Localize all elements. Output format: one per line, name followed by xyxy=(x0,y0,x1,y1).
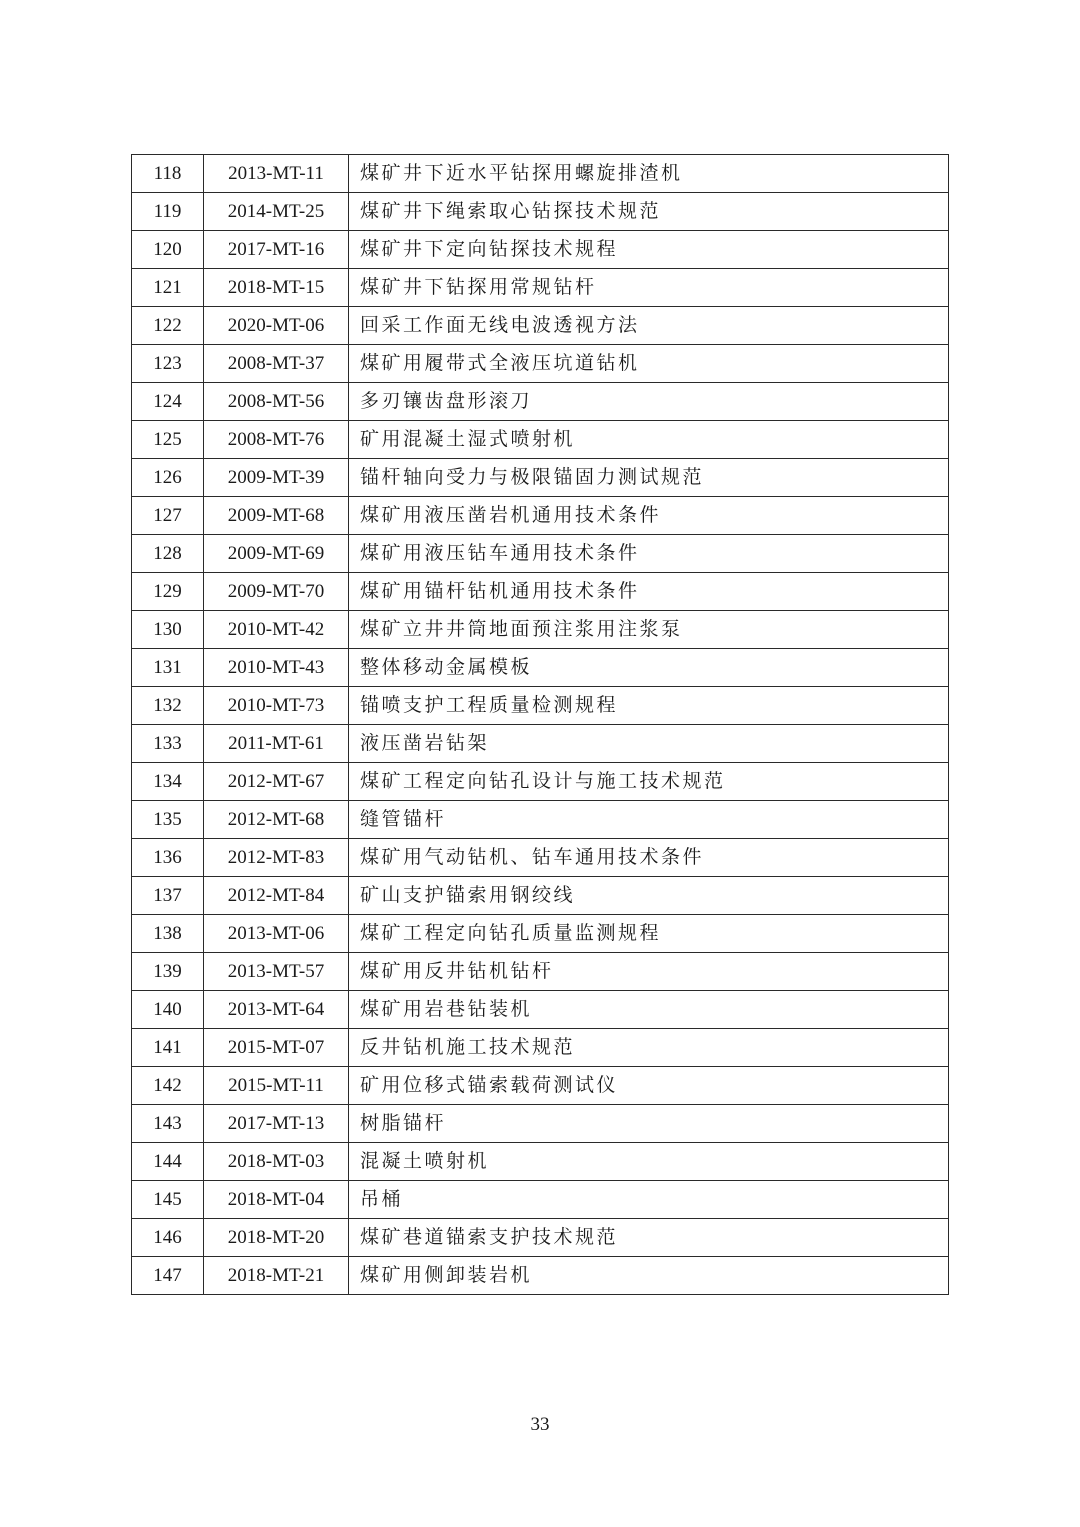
table-row xyxy=(132,1029,949,1067)
row-number-cell: 137 xyxy=(132,877,204,915)
table-row xyxy=(132,1181,949,1219)
standard-name-cell: 回采工作面无线电波透视方法 xyxy=(349,307,949,345)
standard-code-cell: 2012-MT-68 xyxy=(204,801,349,839)
standard-name-cell: 煤矿工程定向钻孔质量监测规程 xyxy=(349,915,949,953)
standard-name-cell: 液压凿岩钻架 xyxy=(349,725,949,763)
page-number: 33 xyxy=(530,1414,550,1435)
table-row xyxy=(132,687,949,725)
table-row xyxy=(132,1143,949,1181)
standard-code-cell: 2018-MT-04 xyxy=(204,1181,349,1219)
row-number-cell: 142 xyxy=(132,1067,204,1105)
row-number-cell: 141 xyxy=(132,1029,204,1067)
standard-code-cell: 2009-MT-69 xyxy=(204,535,349,573)
standard-name-cell: 煤矿井下绳索取心钻探技术规范 xyxy=(349,193,949,231)
row-number-cell: 144 xyxy=(132,1143,204,1181)
row-number-cell: 129 xyxy=(132,573,204,611)
table-row xyxy=(132,231,949,269)
standard-name-cell: 煤矿工程定向钻孔设计与施工技术规范 xyxy=(349,763,949,801)
standard-code-cell: 2010-MT-73 xyxy=(204,687,349,725)
row-number-cell: 124 xyxy=(132,383,204,421)
standard-code-cell: 2020-MT-06 xyxy=(204,307,349,345)
standard-name-cell: 煤矿用履带式全液压坑道钻机 xyxy=(349,345,949,383)
standard-name-cell: 煤矿用反井钻机钻杆 xyxy=(349,953,949,991)
standard-name-cell: 锚杆轴向受力与极限锚固力测试规范 xyxy=(349,459,949,497)
standard-code-cell: 2013-MT-57 xyxy=(204,953,349,991)
standard-name-cell: 煤矿用液压钻车通用技术条件 xyxy=(349,535,949,573)
table-row xyxy=(132,877,949,915)
table-row xyxy=(132,915,949,953)
row-number-cell: 132 xyxy=(132,687,204,725)
standards-table xyxy=(131,154,949,1295)
table-row xyxy=(132,991,949,1029)
table-row xyxy=(132,421,949,459)
standard-name-cell: 煤矿用液压凿岩机通用技术条件 xyxy=(349,497,949,535)
table-row xyxy=(132,1219,949,1257)
standard-name-cell: 混凝土喷射机 xyxy=(349,1143,949,1181)
table-row xyxy=(132,953,949,991)
standard-name-cell: 吊桶 xyxy=(349,1181,949,1219)
table-row xyxy=(132,725,949,763)
standard-code-cell: 2018-MT-03 xyxy=(204,1143,349,1181)
table-row xyxy=(132,459,949,497)
row-number-cell: 121 xyxy=(132,269,204,307)
row-number-cell: 139 xyxy=(132,953,204,991)
row-number-cell: 147 xyxy=(132,1257,204,1295)
table-row xyxy=(132,497,949,535)
row-number-cell: 138 xyxy=(132,915,204,953)
standard-name-cell: 反井钻机施工技术规范 xyxy=(349,1029,949,1067)
standard-code-cell: 2008-MT-56 xyxy=(204,383,349,421)
standard-code-cell: 2012-MT-67 xyxy=(204,763,349,801)
table-row xyxy=(132,193,949,231)
table-row xyxy=(132,535,949,573)
row-number-cell: 134 xyxy=(132,763,204,801)
standard-code-cell: 2012-MT-83 xyxy=(204,839,349,877)
row-number-cell: 131 xyxy=(132,649,204,687)
standard-name-cell: 煤矿立井井筒地面预注浆用注浆泵 xyxy=(349,611,949,649)
standard-name-cell: 矿山支护锚索用钢绞线 xyxy=(349,877,949,915)
table-row xyxy=(132,1257,949,1295)
standard-code-cell: 2013-MT-64 xyxy=(204,991,349,1029)
standard-code-cell: 2015-MT-07 xyxy=(204,1029,349,1067)
row-number-cell: 126 xyxy=(132,459,204,497)
table-row xyxy=(132,839,949,877)
table-row xyxy=(132,269,949,307)
row-number-cell: 133 xyxy=(132,725,204,763)
standard-code-cell: 2018-MT-21 xyxy=(204,1257,349,1295)
standard-code-cell: 2014-MT-25 xyxy=(204,193,349,231)
row-number-cell: 125 xyxy=(132,421,204,459)
row-number-cell: 135 xyxy=(132,801,204,839)
table-row xyxy=(132,155,949,193)
standard-name-cell: 整体移动金属模板 xyxy=(349,649,949,687)
standard-code-cell: 2012-MT-84 xyxy=(204,877,349,915)
row-number-cell: 128 xyxy=(132,535,204,573)
row-number-cell: 140 xyxy=(132,991,204,1029)
table-row xyxy=(132,383,949,421)
standard-name-cell: 锚喷支护工程质量检测规程 xyxy=(349,687,949,725)
row-number-cell: 146 xyxy=(132,1219,204,1257)
table-row xyxy=(132,573,949,611)
standard-code-cell: 2009-MT-70 xyxy=(204,573,349,611)
standard-name-cell: 矿用混凝土湿式喷射机 xyxy=(349,421,949,459)
row-number-cell: 145 xyxy=(132,1181,204,1219)
standard-code-cell: 2008-MT-76 xyxy=(204,421,349,459)
table-row xyxy=(132,307,949,345)
row-number-cell: 130 xyxy=(132,611,204,649)
row-number-cell: 120 xyxy=(132,231,204,269)
standards-table-body xyxy=(132,155,949,1295)
standard-code-cell: 2010-MT-43 xyxy=(204,649,349,687)
standard-name-cell: 煤矿用侧卸装岩机 xyxy=(349,1257,949,1295)
standard-name-cell: 缝管锚杆 xyxy=(349,801,949,839)
standard-name-cell: 树脂锚杆 xyxy=(349,1105,949,1143)
standard-name-cell: 矿用位移式锚索载荷测试仪 xyxy=(349,1067,949,1105)
table-row xyxy=(132,801,949,839)
standard-code-cell: 2017-MT-13 xyxy=(204,1105,349,1143)
row-number-cell: 119 xyxy=(132,193,204,231)
table-row xyxy=(132,611,949,649)
row-number-cell: 118 xyxy=(132,155,204,193)
row-number-cell: 122 xyxy=(132,307,204,345)
standard-code-cell: 2010-MT-42 xyxy=(204,611,349,649)
standard-code-cell: 2013-MT-11 xyxy=(204,155,349,193)
table-row xyxy=(132,763,949,801)
standard-code-cell: 2008-MT-37 xyxy=(204,345,349,383)
standard-code-cell: 2009-MT-39 xyxy=(204,459,349,497)
standard-name-cell: 煤矿井下定向钻探技术规程 xyxy=(349,231,949,269)
row-number-cell: 143 xyxy=(132,1105,204,1143)
standard-code-cell: 2017-MT-16 xyxy=(204,231,349,269)
table-row xyxy=(132,1105,949,1143)
row-number-cell: 136 xyxy=(132,839,204,877)
standard-code-cell: 2015-MT-11 xyxy=(204,1067,349,1105)
standard-code-cell: 2018-MT-15 xyxy=(204,269,349,307)
standard-name-cell: 煤矿用岩巷钻装机 xyxy=(349,991,949,1029)
standard-name-cell: 煤矿巷道锚索支护技术规范 xyxy=(349,1219,949,1257)
row-number-cell: 127 xyxy=(132,497,204,535)
standard-name-cell: 煤矿井下近水平钻探用螺旋排渣机 xyxy=(349,155,949,193)
standard-name-cell: 煤矿用气动钻机、钻车通用技术条件 xyxy=(349,839,949,877)
standard-name-cell: 多刃镶齿盘形滚刀 xyxy=(349,383,949,421)
standard-name-cell: 煤矿井下钻探用常规钻杆 xyxy=(349,269,949,307)
standard-code-cell: 2011-MT-61 xyxy=(204,725,349,763)
row-number-cell: 123 xyxy=(132,345,204,383)
standard-code-cell: 2013-MT-06 xyxy=(204,915,349,953)
standard-code-cell: 2018-MT-20 xyxy=(204,1219,349,1257)
table-row xyxy=(132,1067,949,1105)
standard-name-cell: 煤矿用锚杆钻机通用技术条件 xyxy=(349,573,949,611)
standard-code-cell: 2009-MT-68 xyxy=(204,497,349,535)
table-row xyxy=(132,649,949,687)
table-row xyxy=(132,345,949,383)
